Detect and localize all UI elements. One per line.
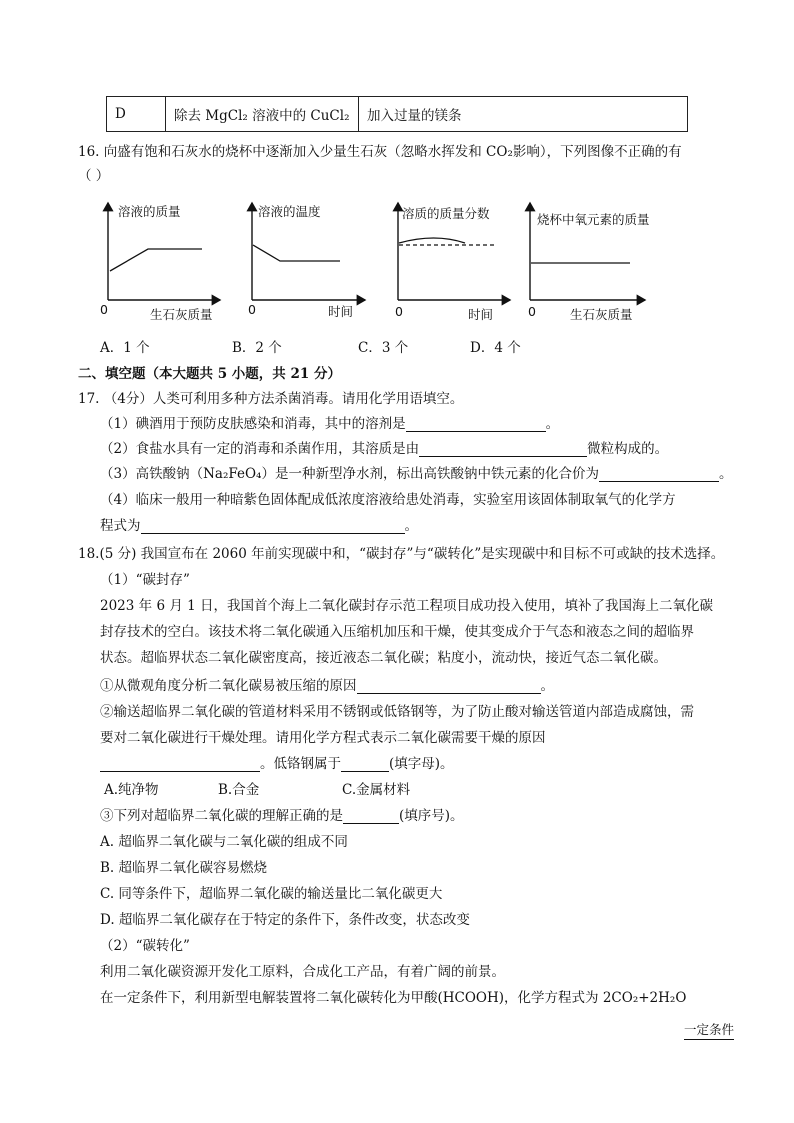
- q18-c2: ②输送超临界二氧化碳的管道材料采用不锈钢或低铬钢等，为了防止酸对输送管道内部造成腐蚀，需: [100, 704, 694, 720]
- q18-list-c: C. 同等条件下，超临界二氧化碳的输送量比二氧化碳更大: [100, 886, 443, 902]
- graph-3-origin: 0: [395, 304, 403, 319]
- q18-para-5: 在一定条件下，利用新型电解装置将二氧化碳转化为甲酸(HCOOH)，化学方程式为 2CO₂+2H₂O: [100, 990, 687, 1006]
- graph-2-ylabel: 溶液的温度: [258, 204, 321, 219]
- answer-blank: [343, 809, 399, 824]
- q17-stem: 17. （4分）人类可利用多种方法杀菌消毒。请用化学用语填空。: [78, 391, 464, 407]
- options-table: [106, 96, 688, 132]
- answer-blank: [100, 757, 260, 772]
- answer-blank: [141, 519, 405, 534]
- q18-list-d: D. 超临界二氧化碳存在于特定的条件下，条件改变，状态改变: [100, 912, 470, 928]
- q18-list-a: A. 超临界二氧化碳与二氧化碳的组成不同: [100, 834, 348, 850]
- graph-4-xlabel: 生石灰质量: [570, 307, 633, 322]
- q17-part4: （4）临床一般用一种暗紫色固体配成低浓度溶液给患处消毒，实验室用该固体制取氧气的化学方: [100, 492, 676, 508]
- graph-4-ylabel: 烧杯中氧元素的质量: [537, 212, 650, 227]
- q18-opt-a: A.纯净物: [104, 782, 159, 798]
- q16-paren: （ ）: [78, 168, 110, 184]
- q18-c3: ③下列对超临界二氧化碳的理解正确的是 (填序号)。: [100, 808, 464, 824]
- row-letter: D: [107, 97, 166, 132]
- q18-heading-1: （1）“碳封存”: [100, 572, 190, 588]
- q17-part4-cont: 程式为 。: [100, 518, 418, 534]
- answer-blank: [599, 467, 719, 482]
- q18-opt-b: B.合金: [218, 782, 260, 798]
- q16-stem: 16. 向盛有饱和石灰水的烧杯中逐渐加入少量生石灰（忽略水挥发和 CO₂影响），下列图像不正确的有: [78, 144, 682, 160]
- graph-1-curve: [110, 249, 202, 271]
- q18-opt-c: C.金属材料: [342, 782, 411, 798]
- option-b: B．2 个: [232, 340, 282, 356]
- graph-1-ylabel: 溶液的质量: [118, 204, 181, 219]
- q18-heading-2: （2）“碳转化”: [100, 938, 190, 954]
- q18-c2-cont: 要对二氧化碳进行干燥处理。请用化学方程式表示二氧化碳需要干燥的原因: [100, 730, 546, 746]
- answer-blank: [341, 757, 389, 772]
- answer-blank: [419, 442, 587, 457]
- q18-para-3: 状态。超临界状态二氧化碳密度高，接近液态二氧化碳；粘度小，流动快，接近气态二氧化碳。: [100, 650, 667, 666]
- graph-2-origin: 0: [248, 302, 256, 317]
- answer-blank: [357, 679, 541, 694]
- table-row: [107, 97, 688, 132]
- section-title: 二、填空题（本大题共 5 小题，共 21 分）: [78, 366, 341, 382]
- row-method: 加入过量的镁条: [359, 97, 688, 132]
- q18-para-2: 封存技术的空白。该技术将二氧化碳通入压缩机加压和干燥，使其变成介于气态和液态之间的超临界: [100, 624, 694, 640]
- reaction-condition: 一定条件: [684, 1020, 734, 1040]
- graph-3-xlabel: 时间: [468, 307, 494, 322]
- graph-2-curve: [253, 245, 340, 261]
- q18-para-1: 2023 年 6 月 1 日，我国首个海上二氧化碳封存示范工程项目成功投入使用，填补了我国海上二氧化碳: [100, 598, 713, 614]
- option-c: C．3 个: [358, 340, 409, 356]
- graph-4-origin: 0: [528, 304, 536, 319]
- answer-blank: [406, 417, 546, 432]
- q18-c1: ①从微观角度分析二氧化碳易被压缩的原因 。: [100, 678, 554, 694]
- graph-3-ylabel: 溶质的质量分数: [402, 206, 490, 221]
- q17-part3: （3）高铁酸钠（Na₂FeO₄）是一种新型净水剂，标出高铁酸钠中铁元素的化合价为 。: [100, 466, 733, 482]
- row-purpose: 除去 MgCl₂ 溶液中的 CuCl₂: [166, 97, 359, 132]
- graph-3-curve: [399, 238, 465, 243]
- q18-stem: 18.(5 分) 我国宣布在 2060 年前实现碳中和，“碳封存”与“碳转化”是实现碳中和目标不可或缺的技术选择。: [78, 546, 725, 562]
- option-a: A．1 个: [100, 340, 150, 356]
- graph-2-xlabel: 时间: [328, 304, 354, 319]
- q18-para-4: 利用二氧化碳资源开发化工原料，合成化工产品，有着广阔的前景。: [100, 964, 505, 980]
- q18-list-b: B. 超临界二氧化碳容易燃烧: [100, 860, 268, 876]
- q17-part2: （2）食盐水具有一定的消毒和杀菌作用，其溶质是由 微粒构成的。: [100, 441, 669, 457]
- option-d: D．4 个: [470, 340, 521, 356]
- graph-1-origin: 0: [100, 302, 108, 317]
- q18-c2-end: 。低铬钢属于 (填字母)。: [100, 752, 454, 772]
- q17-part1: （1）碘酒用于预防皮肤感染和消毒，其中的溶剂是 。: [100, 416, 560, 432]
- graph-1-xlabel: 生石灰质量: [150, 307, 213, 322]
